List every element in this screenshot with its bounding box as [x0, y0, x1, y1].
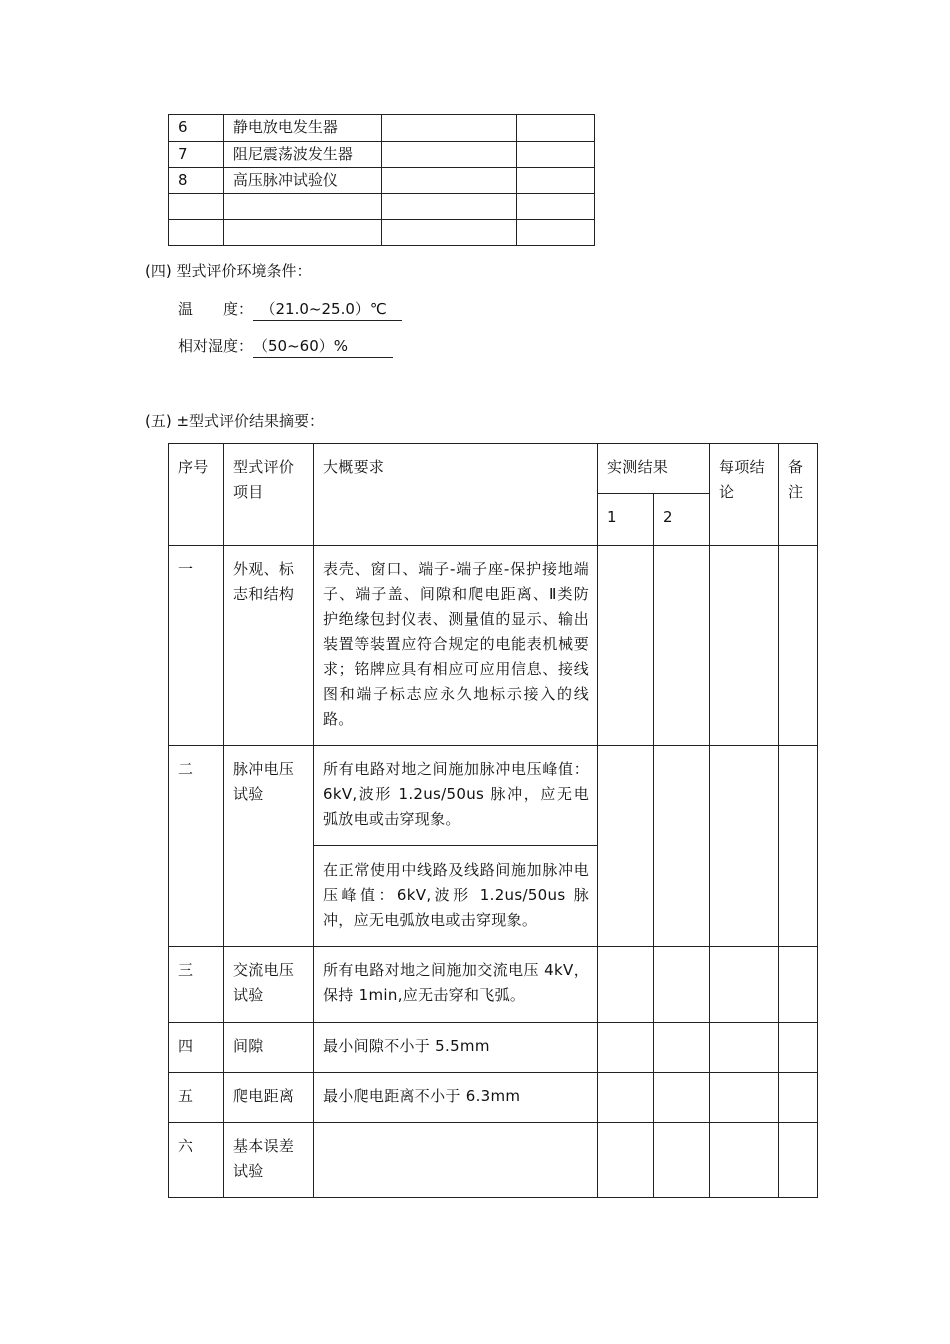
- summary-section-heading: (五) ±型式评价结果摘要：: [145, 412, 325, 430]
- equipment-cell: [517, 220, 595, 246]
- row-result-1: [598, 546, 654, 746]
- row-no: 五: [169, 1073, 224, 1123]
- row-remark: [779, 746, 818, 947]
- equipment-table: [168, 114, 595, 246]
- row-requirement: 最小间隙不小于 5.5mm: [314, 1023, 598, 1073]
- humidity-line: [178, 335, 393, 358]
- env-section-heading: (四) 型式评价环境条件：: [145, 262, 312, 280]
- equipment-cell: [381, 168, 517, 194]
- header-conclusion: 每项结论: [710, 444, 779, 546]
- temperature-value: （21.0~25.0）℃: [253, 298, 402, 321]
- row-result-2: [654, 746, 710, 947]
- row-result-1: [598, 1073, 654, 1123]
- equipment-cell: [381, 220, 517, 246]
- header-measured-1: 1: [598, 494, 654, 546]
- equipment-name: [223, 194, 381, 220]
- table-row: [169, 1123, 818, 1198]
- header-requirement: 大概要求: [314, 444, 598, 546]
- equipment-name: 静电放电发生器: [223, 115, 381, 142]
- row-no: 三: [169, 947, 224, 1023]
- row-no: 二: [169, 746, 224, 947]
- table-row: [169, 220, 595, 246]
- row-item: 外观、标志和结构: [224, 546, 314, 746]
- row-item: 爬电距离: [224, 1073, 314, 1123]
- row-conclusion: [710, 546, 779, 746]
- row-result-1: [598, 746, 654, 947]
- equipment-name: 阻尼震荡波发生器: [223, 142, 381, 168]
- header-measured-2: 2: [654, 494, 710, 546]
- row-item: 间隙: [224, 1023, 314, 1073]
- equipment-cell: [381, 194, 517, 220]
- row-remark: [779, 1073, 818, 1123]
- table-row: [169, 746, 818, 846]
- row-requirement: 表壳、窗口、端子-端子座-保护接地端子、端子盖、间隙和爬电距离、Ⅱ类防护绝缘包封仪表、测量值的显示、输出装置等装置应符合规定的电能表机械要求；铭牌应具有相应可应用信息、接线图和端子标志应永久地标示接入的线路。: [314, 546, 598, 746]
- row-requirement-2: 在正常使用中线路及线路间施加脉冲电压峰值：6kV,波形 1.2us/50us 脉冲，应无电弧放电或击穿现象。: [314, 846, 598, 947]
- table-row: [169, 142, 595, 168]
- equipment-cell: [517, 194, 595, 220]
- row-result-2: [654, 1073, 710, 1123]
- humidity-label: 相对湿度：: [178, 337, 254, 355]
- row-item: 交流电压试验: [224, 947, 314, 1023]
- row-conclusion: [710, 1023, 779, 1073]
- row-item: 脉冲电压试验: [224, 746, 314, 947]
- table-row: [169, 1073, 818, 1123]
- equipment-cell: [381, 115, 517, 142]
- row-conclusion: [710, 947, 779, 1023]
- row-result-2: [654, 1023, 710, 1073]
- equipment-cell: [517, 168, 595, 194]
- row-no: 四: [169, 1023, 224, 1073]
- row-remark: [779, 947, 818, 1023]
- equipment-cell: [517, 142, 595, 168]
- row-no: 一: [169, 546, 224, 746]
- row-conclusion: [710, 746, 779, 947]
- equipment-no: 8: [169, 168, 224, 194]
- row-requirement: 所有电路对地之间施加交流电压 4kV，保持 1min,应无击穿和飞弧。: [314, 947, 598, 1023]
- header-item: 型式评价项目: [224, 444, 314, 546]
- temperature-line: [178, 298, 402, 321]
- row-result-1: [598, 1123, 654, 1198]
- table-row: [169, 947, 818, 1023]
- row-requirement: 所有电路对地之间施加脉冲电压峰值：6kV,波形 1.2us/50us 脉冲，应无电弧放电或击穿现象。: [314, 746, 598, 846]
- equipment-no: 6: [169, 115, 224, 142]
- row-no: 六: [169, 1123, 224, 1198]
- row-result-1: [598, 1023, 654, 1073]
- row-result-1: [598, 947, 654, 1023]
- temperature-label: 温 度：: [178, 300, 254, 318]
- row-requirement: 最小爬电距离不小于 6.3mm: [314, 1073, 598, 1123]
- header-no: 序号: [169, 444, 224, 546]
- row-conclusion: [710, 1073, 779, 1123]
- equipment-no: [169, 220, 224, 246]
- humidity-value: （50~60）%: [253, 335, 393, 358]
- summary-table: [168, 443, 818, 1198]
- row-remark: [779, 1023, 818, 1073]
- row-result-2: [654, 546, 710, 746]
- row-requirement: [314, 1123, 598, 1198]
- row-conclusion: [710, 1123, 779, 1198]
- equipment-cell: [381, 142, 517, 168]
- equipment-cell: [517, 115, 595, 142]
- row-item: 基本误差试验: [224, 1123, 314, 1198]
- table-row: [169, 168, 595, 194]
- header-remark: 备注: [779, 444, 818, 546]
- table-row: [169, 115, 595, 142]
- table-row: [169, 546, 818, 746]
- row-remark: [779, 546, 818, 746]
- row-remark: [779, 1123, 818, 1198]
- header-row: [169, 444, 818, 494]
- equipment-no: [169, 194, 224, 220]
- table-row: [169, 1023, 818, 1073]
- table-row: [169, 194, 595, 220]
- equipment-name: [223, 220, 381, 246]
- equipment-name: 高压脉冲试验仪: [223, 168, 381, 194]
- row-result-2: [654, 947, 710, 1023]
- equipment-no: 7: [169, 142, 224, 168]
- header-measured: 实测结果: [598, 444, 710, 494]
- row-result-2: [654, 1123, 710, 1198]
